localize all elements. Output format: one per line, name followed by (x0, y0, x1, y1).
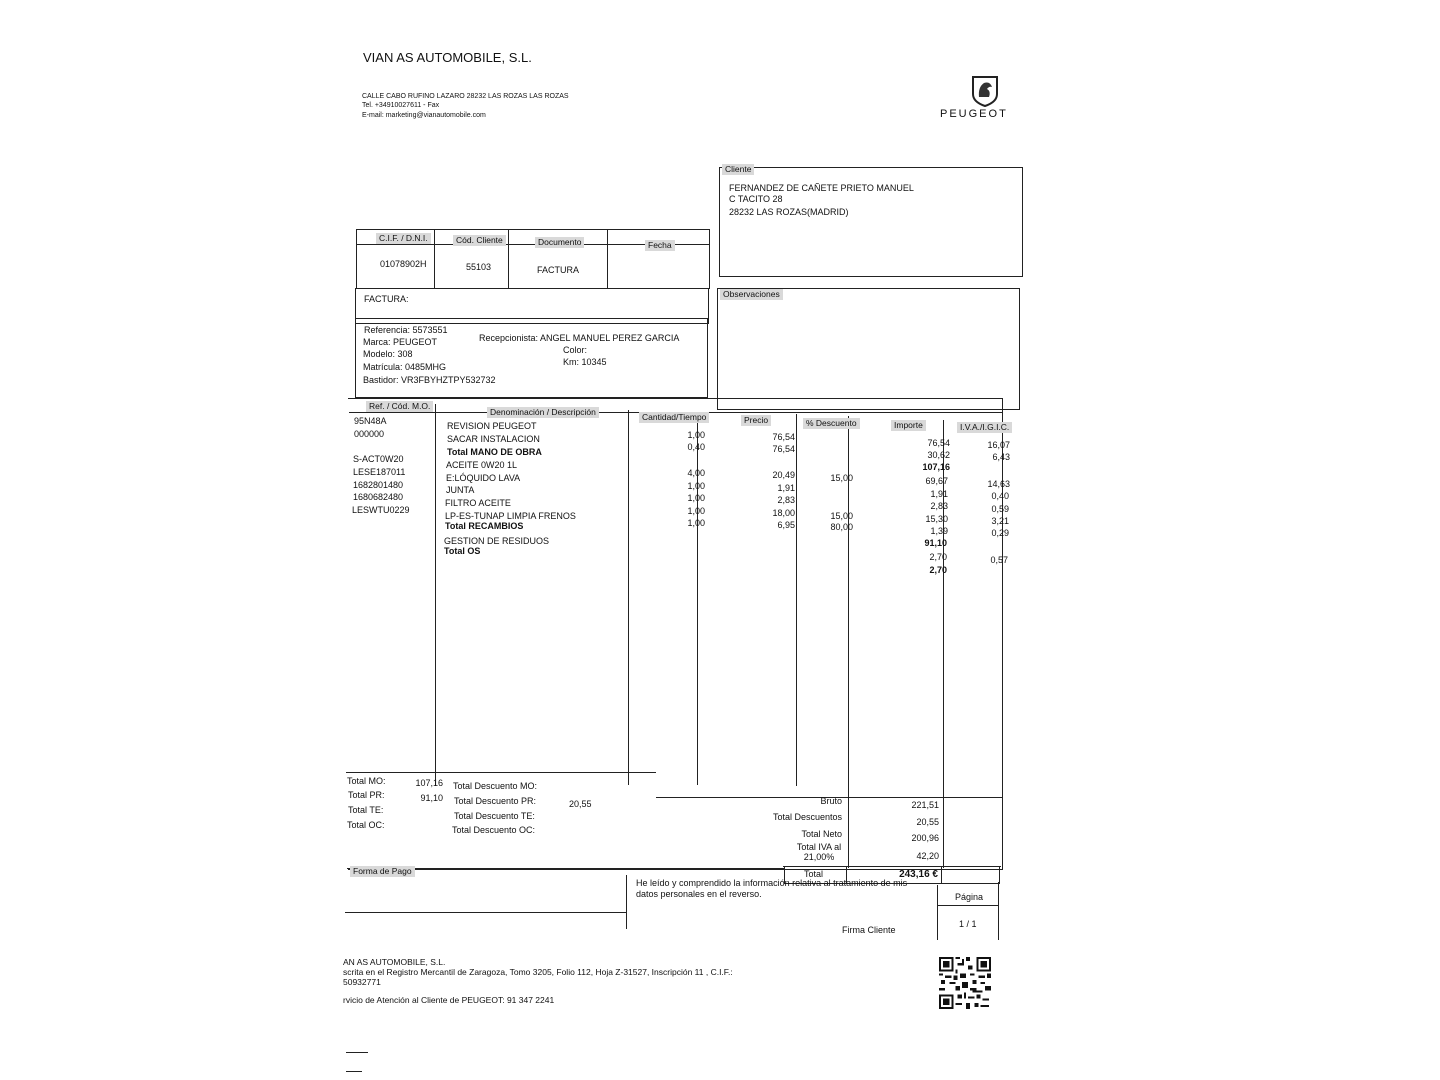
cif-value: 01078902H (380, 259, 427, 269)
th-price: Precio (741, 415, 771, 426)
desc-cell-total: Total OS (444, 546, 481, 556)
total-neto-value: 200,96 (911, 833, 939, 843)
observaciones-label: Observaciones (720, 289, 783, 300)
iva-cell: 0,29 (991, 528, 1009, 538)
ref-cell: 1682801480 (353, 480, 404, 490)
amount-cell: 69,67 (925, 476, 948, 486)
desc-cell-total: Total MANO DE OBRA (447, 447, 542, 457)
qr-code-icon (939, 957, 991, 1014)
price-cell: 6,95 (777, 520, 795, 530)
total-iva-value: 42,20 (916, 851, 939, 861)
footer-servicio: rvicio de Atención al Cliente de PEUGEOT: 91 347 2241 (343, 995, 555, 1005)
amount-cell-total: 2,70 (929, 565, 947, 575)
total-desc-pr-label: Total Descuento PR: (454, 796, 537, 806)
grand-total-value: 243,16 € (899, 869, 938, 880)
price-cell: 1,91 (777, 483, 795, 493)
vehicle-marca: Marca: PEUGEOT (363, 337, 438, 347)
qty-cell: 4,00 (687, 468, 705, 478)
iva-cell: 14,63 (987, 479, 1010, 489)
price-cell: 20,49 (772, 470, 795, 480)
price-cell: 18,00 (772, 508, 795, 518)
iva-cell: 16,07 (987, 440, 1010, 450)
amount-cell: 1,91 (930, 489, 948, 499)
total-descuentos-label: Total Descuentos (772, 812, 842, 822)
th-ref: Ref. / Cód. M.O. (366, 401, 433, 412)
grand-total-label: Total (804, 869, 824, 879)
iva-cell: 0,57 (990, 555, 1008, 565)
desc-cell: GESTION DE RESIDUOS (444, 536, 550, 546)
qty-cell: 1,00 (687, 430, 705, 440)
qty-cell: 0,40 (687, 442, 705, 452)
vehicle-recepcionista: Recepcionista: ANGEL MANUEL PEREZ GARCIA (479, 333, 680, 343)
ref-cell: 95N48A (354, 416, 387, 426)
footer-company: AN AS AUTOMOBILE, S.L. (343, 957, 446, 967)
factura-label: FACTURA: (364, 294, 409, 304)
th-disc: % Descuento (803, 418, 860, 429)
amount-cell: 76,54 (927, 438, 950, 448)
iva-cell: 3,21 (991, 516, 1009, 526)
peugeot-lion-shield-icon (970, 75, 1000, 112)
total-iva-label: Total IVA al 21,00% (796, 842, 842, 862)
th-qty: Cantidad/Tiempo (639, 412, 709, 423)
price-cell: 2,83 (777, 495, 795, 505)
th-iva: I.V.A./I.G.I.C. (957, 422, 1012, 433)
desc-cell: JUNTA (446, 485, 475, 495)
total-mo-value: 107,16 (415, 778, 443, 788)
desc-cell: ACEITE 0W20 1L (446, 460, 518, 470)
pagina-label: Página (955, 892, 984, 902)
company-email: E-mail: marketing@vianautomobile.com (362, 112, 486, 119)
qty-cell: 1,00 (687, 506, 705, 516)
qty-cell: 1,00 (687, 481, 705, 491)
vehicle-km: Km: 10345 (563, 357, 607, 367)
pagina-value: 1 / 1 (959, 919, 977, 929)
disc-cell: 15,00 (830, 511, 853, 521)
amount-cell: 30,62 (927, 450, 950, 460)
client-street: C TACITO 28 (729, 194, 783, 204)
privacy-text: He leído y comprendido la información relativa al tratamiento de mis datos personales en el reverso. (636, 878, 908, 899)
client-city: 28232 LAS ROZAS(MADRID) (729, 207, 849, 217)
documento-value: FACTURA (537, 265, 580, 275)
cod-cliente-value: 55103 (466, 262, 492, 272)
th-amount: Importe (891, 420, 926, 431)
amount-cell: 2,83 (930, 501, 948, 511)
amount-cell-total: 91,10 (924, 538, 947, 548)
bruto-value: 221,51 (911, 800, 939, 810)
total-desc-oc-label: Total Descuento OC: (452, 825, 536, 835)
price-cell: 76,54 (772, 432, 795, 442)
client-name: FERNANDEZ DE CAÑETE PRIETO MANUEL (729, 183, 914, 193)
scan-mark (346, 1071, 362, 1072)
company-name: VIAN AS AUTOMOBILE, S.L. (363, 50, 532, 65)
desc-cell: FILTRO ACEITE (445, 498, 511, 508)
vehicle-modelo: Modelo: 308 (363, 349, 413, 359)
ref-cell: LESE187011 (353, 467, 406, 477)
fecha-label: Fecha (645, 240, 675, 251)
ref-cell: 000000 (354, 429, 385, 439)
ref-cell: S-ACT0W20 (353, 454, 404, 464)
iva-cell: 6,43 (992, 452, 1010, 462)
forma-pago-label: Forma de Pago (350, 866, 415, 877)
documento-label: Documento (535, 237, 584, 248)
ref-cell: LESWTU0229 (352, 505, 410, 515)
vehicle-matricula: Matrícula: 0485MHG (363, 362, 447, 372)
amount-cell-total: 107,16 (922, 462, 950, 472)
ref-cell: 1680682480 (353, 492, 404, 502)
total-pr-label: Total PR: (348, 790, 385, 800)
qty-cell: 1,00 (687, 518, 705, 528)
vehicle-referencia: Referencia: 5573551 (364, 325, 448, 335)
firma-cliente-label: Firma Cliente (842, 925, 896, 935)
total-neto-label: Total Neto (801, 829, 842, 839)
total-descuentos-value: 20,55 (916, 817, 939, 827)
total-te-label: Total TE: (348, 805, 384, 815)
total-oc-label: Total OC: (347, 820, 385, 830)
footer-registro: scrita en el Registro Mercantil de Zaragoza, Tomo 3205, Folio 112, Hoja Z-31527, Inscripción 11 , C.I.F.: (343, 967, 733, 977)
total-desc-pr-value: 20,55 (569, 799, 592, 809)
bruto-label: Bruto (820, 796, 842, 806)
cod-cliente-label: Cód. Cliente (453, 235, 506, 246)
desc-cell: E:LÓQUIDO LAVA (446, 473, 521, 483)
total-desc-te-label: Total Descuento TE: (454, 811, 535, 821)
desc-cell: REVISION PEUGEOT (447, 421, 537, 431)
client-label: Cliente (722, 164, 754, 175)
scan-mark (346, 1052, 368, 1053)
desc-cell: LP-ES-TUNAP LIMPIA FRENOS (445, 511, 576, 521)
cif-label: C.I.F. / D.N.I. (376, 233, 431, 244)
vehicle-color: Color: (563, 345, 588, 355)
total-pr-value: 91,10 (420, 793, 443, 803)
disc-cell: 80,00 (830, 522, 853, 532)
footer-cif: 50932771 (343, 977, 381, 987)
iva-cell: 0,59 (991, 504, 1009, 514)
desc-cell: SACAR INSTALACION (447, 434, 540, 444)
desc-cell-total: Total RECAMBIOS (445, 521, 524, 531)
vehicle-bastidor: Bastidor: VR3FBYHZTPY532732 (363, 375, 496, 385)
amount-cell: 2,70 (929, 552, 947, 562)
company-address: CALLE CABO RUFINO LAZARO 28232 LAS ROZAS LAS ROZAS (362, 93, 569, 100)
company-phone: Tel. +34910027611 - Fax (362, 102, 440, 109)
price-cell: 76,54 (772, 444, 795, 454)
th-desc: Denominación / Descripción (487, 407, 599, 418)
observaciones-box (717, 288, 1020, 410)
total-desc-mo-label: Total Descuento MO: (453, 781, 538, 791)
amount-cell: 1,39 (930, 526, 948, 536)
amount-cell: 15,30 (925, 514, 948, 524)
iva-cell: 0,40 (991, 491, 1009, 501)
brand-name: PEUGEOT (940, 108, 1008, 120)
disc-cell: 15,00 (830, 473, 853, 483)
qty-cell: 1,00 (687, 493, 705, 503)
total-mo-label: Total MO: (347, 776, 386, 786)
